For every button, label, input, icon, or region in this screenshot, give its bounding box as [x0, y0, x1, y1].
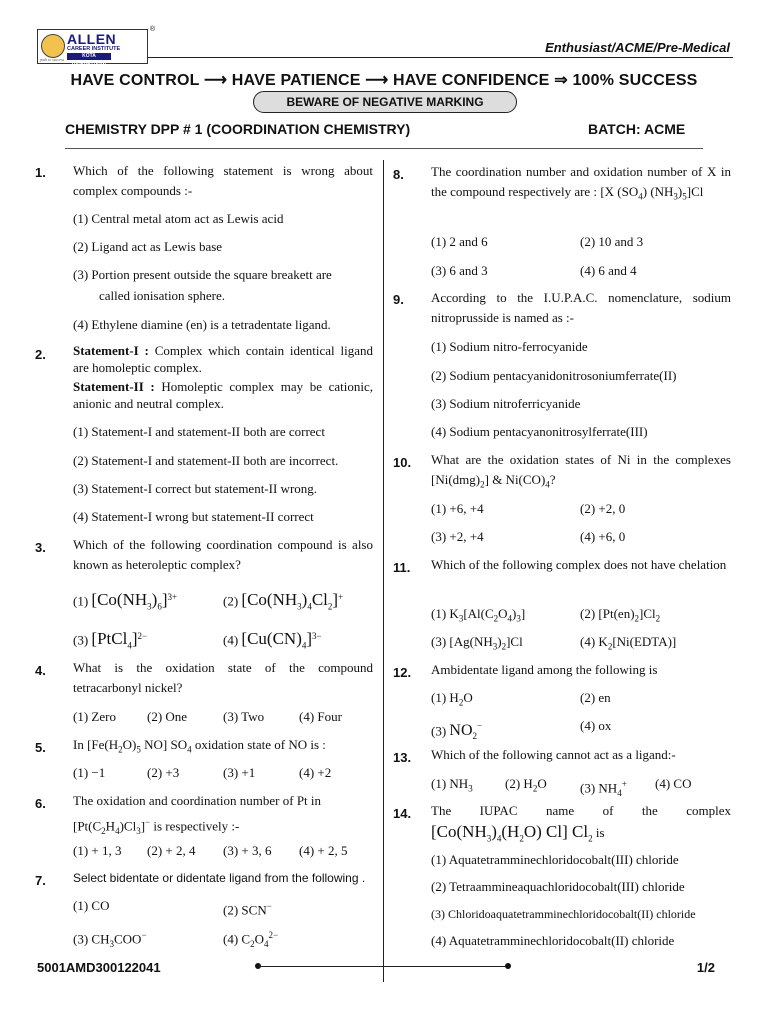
option-3-cont: called ionisation sphere. [99, 288, 225, 303]
footer-rule [258, 966, 508, 967]
question-number: 8. [393, 167, 404, 182]
program-label: Enthusiast/ACME/Pre-Medical [545, 40, 730, 55]
option-2[interactable]: (2) SCN− [223, 901, 272, 918]
page-number: 1/2 [696, 960, 715, 975]
option-4[interactable]: (4) $C_2O_4^{2-}$ [223, 930, 279, 949]
question-stem: According to the I.U.P.A.C. nomenclature, sodium nitroprusside is named as :- [431, 290, 731, 325]
option-3[interactable]: (3) Sodium nitroferricyanide [431, 396, 581, 411]
option-2[interactable]: (2) One [147, 709, 188, 724]
question-stem: Which of the following statement is wrong about complex compounds :- [73, 163, 373, 198]
option-3[interactable]: (3) Two [223, 709, 265, 724]
statement-1 [73, 342, 373, 376]
footer-dot-right [505, 963, 511, 969]
option-2[interactable]: (2) Ligand act as Lewis base [73, 239, 223, 254]
question-stem-line2: $[Pt(C_2H_4)Cl_3]^-$ is respectively :- [73, 817, 240, 836]
question-number: 14. [393, 806, 412, 821]
question-number: 9. [393, 292, 404, 307]
question-number: 4. [35, 663, 46, 678]
option-3[interactable]: (3) 6 and 3 [431, 263, 488, 278]
question-stem: What are the oxidation states of Ni in the complexes $[Ni(dmg)_2]$ & $Ni(CO)_4$? [431, 452, 731, 490]
option-3[interactable]: (3) $NH_4^+$ [580, 779, 627, 798]
option-3[interactable]: (3) Chloridoaquatetramminechloridocobalt(II) chloride [431, 907, 696, 921]
allen-logo [37, 26, 155, 66]
question-stem: Select bidentate or didentate ligand from the following . [73, 871, 366, 885]
question-stem: Ambidentate ligand among the following is [431, 662, 658, 677]
logo-brand: ALLEN [67, 31, 117, 47]
logo-location: KOTA (RAJASTHAN) [67, 53, 111, 60]
question-number: 6. [35, 796, 46, 811]
option-3[interactable]: (3) [PtCl$_4$]$^{2-}$ [73, 629, 148, 651]
question-number: 13. [393, 750, 412, 765]
option-1[interactable]: (1) + 1, 3 [73, 843, 122, 858]
question-stem: Which of the following cannot act as a ligand:- [431, 747, 676, 762]
option-4[interactable]: (4) +6, 0 [580, 529, 626, 544]
option-2[interactable]: (2) $H_2O$ [505, 776, 547, 794]
logo-subtitle: CAREER INSTITUTE [67, 46, 121, 52]
option-1[interactable]: (1) $K_3[Al(C_2O_4)_3]$ [431, 606, 526, 624]
option-1[interactable]: (1) Aquatetramminechloridocobalt(III) chloride [431, 852, 679, 867]
statement-2 [73, 378, 373, 412]
option-4[interactable]: (4) + 2, 5 [299, 843, 348, 858]
option-1[interactable]: (1) Zero [73, 709, 116, 724]
option-4[interactable]: (4) Statement-I wrong but statement-II correct [73, 509, 314, 524]
column-divider [383, 160, 384, 982]
option-1[interactable]: (1) −1 [73, 765, 106, 780]
question-number: 2. [35, 347, 46, 362]
option-4[interactable]: (4) Four [299, 709, 342, 724]
option-2[interactable]: (2) Sodium pentacyanidonitrosoniumferrate(II) [431, 368, 677, 383]
option-1[interactable]: (1) +6, +4 [431, 501, 484, 516]
negative-marking-badge: BEWARE OF NEGATIVE MARKING [253, 91, 517, 113]
statement-1-text: Complex which contain identical ligand are homoleptic complex. [73, 343, 374, 375]
option-3[interactable]: (3) Statement-I correct but statement-II wrong. [73, 481, 318, 496]
question-stem-line1: The oxidation and coordination number of Pt in [73, 793, 322, 808]
option-2[interactable]: (2) + 2, 4 [147, 843, 196, 858]
option-1[interactable]: (1) $[Co(NH_3)_6]^{3+}$ [73, 590, 178, 612]
batch-label: BATCH: ACME [588, 121, 686, 137]
option-3[interactable]: (3) $NO_2^-$ [431, 721, 483, 742]
title-rule [65, 148, 703, 149]
question-stem: In [$Fe(H_2O)_5$ NO] $SO_4$ oxidation state of NO is : [73, 737, 326, 755]
option-3[interactable]: (3) +1 [223, 765, 256, 780]
question-stem-line1: The IUPAC name of the complex [431, 803, 731, 818]
question-stem: What is the oxidation state of the compound tetracarbonyl nickel? [73, 660, 373, 695]
option-2[interactable]: (2) +3 [147, 765, 180, 780]
option-3[interactable]: (3) $[Ag(NH_3)_2]Cl$ [431, 634, 523, 652]
option-4[interactable]: (4) +2 [299, 765, 332, 780]
option-2[interactable]: (2) $[Co(NH_3)_4Cl_2]^+$ [223, 590, 344, 612]
document-code: 5001AMD300122041 [37, 960, 161, 975]
motto: HAVE CONTROL ⟶ HAVE PATIENCE ⟶ HAVE CONFIDENCE ⇒ 100% SUCCESS [70, 72, 698, 89]
option-3[interactable]: (3) + 3, 6 [223, 843, 272, 858]
question-number: 11. [393, 560, 411, 575]
question-number: 12. [393, 665, 412, 680]
question-number: 7. [35, 873, 46, 888]
option-2[interactable]: (2) Statement-I and statement-II both are incorrect. [73, 453, 339, 468]
option-4[interactable]: (4) $[Cu(CN)_4]^{3-}$ [223, 629, 322, 651]
question-number: 10. [393, 455, 412, 470]
question-number: 5. [35, 740, 46, 755]
question-stem: Which of the following complex does not have chelation [431, 557, 727, 572]
option-1[interactable]: (1) $H_2O$ [431, 690, 473, 708]
option-4[interactable]: (4) 6 and 4 [580, 263, 637, 278]
option-2[interactable]: (2) 10 and 3 [580, 234, 644, 249]
logo-emblem-icon [41, 34, 65, 58]
question-number: 1. [35, 165, 46, 180]
question-number: 3. [35, 540, 46, 555]
question-stem: Which of the following coordination compound is also known as heteroleptic complex? [73, 537, 373, 572]
option-3[interactable]: (3) +2, +4 [431, 529, 484, 544]
option-1[interactable]: (1) 2 and 6 [431, 234, 488, 249]
page-title: CHEMISTRY DPP # 1 (COORDINATION CHEMISTRY) [65, 121, 411, 137]
option-3[interactable]: (3) $CH_3COO^-$ [73, 930, 147, 949]
option-2[interactable]: (2) +2, 0 [580, 501, 626, 516]
option-4[interactable]: (4) Sodium pentacyanonitrosylferrate(III) [431, 424, 648, 439]
option-4[interactable]: (4) Ethylene diamine (en) is a tetradentate ligand. [73, 317, 331, 332]
statement-1-label: Statement-I : [73, 343, 149, 358]
option-1[interactable]: (1) Statement-I and statement-II both are correct [73, 424, 325, 439]
registered-mark: ® [149, 26, 155, 33]
option-2[interactable]: (2) en [580, 690, 611, 705]
option-4[interactable]: (4) CO [655, 776, 692, 791]
question-stem-line2: [$Co(NH_3)_4(H_2O)$ Cl] $Cl_2$ is [431, 822, 605, 844]
statement-2-text: Homoleptic complex may be cationic, anionic and neutral complex. [73, 379, 374, 411]
option-4[interactable]: (4) $K_2[Ni(EDTA)]$ [580, 634, 677, 652]
option-1[interactable]: (1) Sodium nitro-ferrocyanide [431, 339, 588, 354]
question-stem: The coordination number and oxidation number of X in the compound respectively are : [X $(SO_4)$ $(NH_3)_5]Cl$ [431, 164, 731, 202]
option-4[interactable]: (4) ox [580, 718, 612, 733]
option-2[interactable]: (2) Tetraammineaquachloridocobalt(III) chloride [431, 879, 685, 894]
option-1[interactable]: (1) CO [73, 898, 110, 913]
statement-2-label: Statement-II : [73, 379, 155, 394]
option-4[interactable]: (4) Aquatetramminechloridocobalt(II) chloride [431, 933, 675, 948]
option-1[interactable]: (1) $NH_3$ [431, 776, 473, 794]
option-2[interactable]: (2) $[Pt(en)_2]Cl_2$ [580, 606, 661, 624]
option-1[interactable]: (1) Central metal atom act as Lewis acid [73, 211, 284, 226]
header-rule [148, 57, 733, 58]
logo-tagline: path to success [40, 57, 65, 62]
option-3[interactable]: (3) Portion present outside the square breakett are [73, 267, 332, 282]
